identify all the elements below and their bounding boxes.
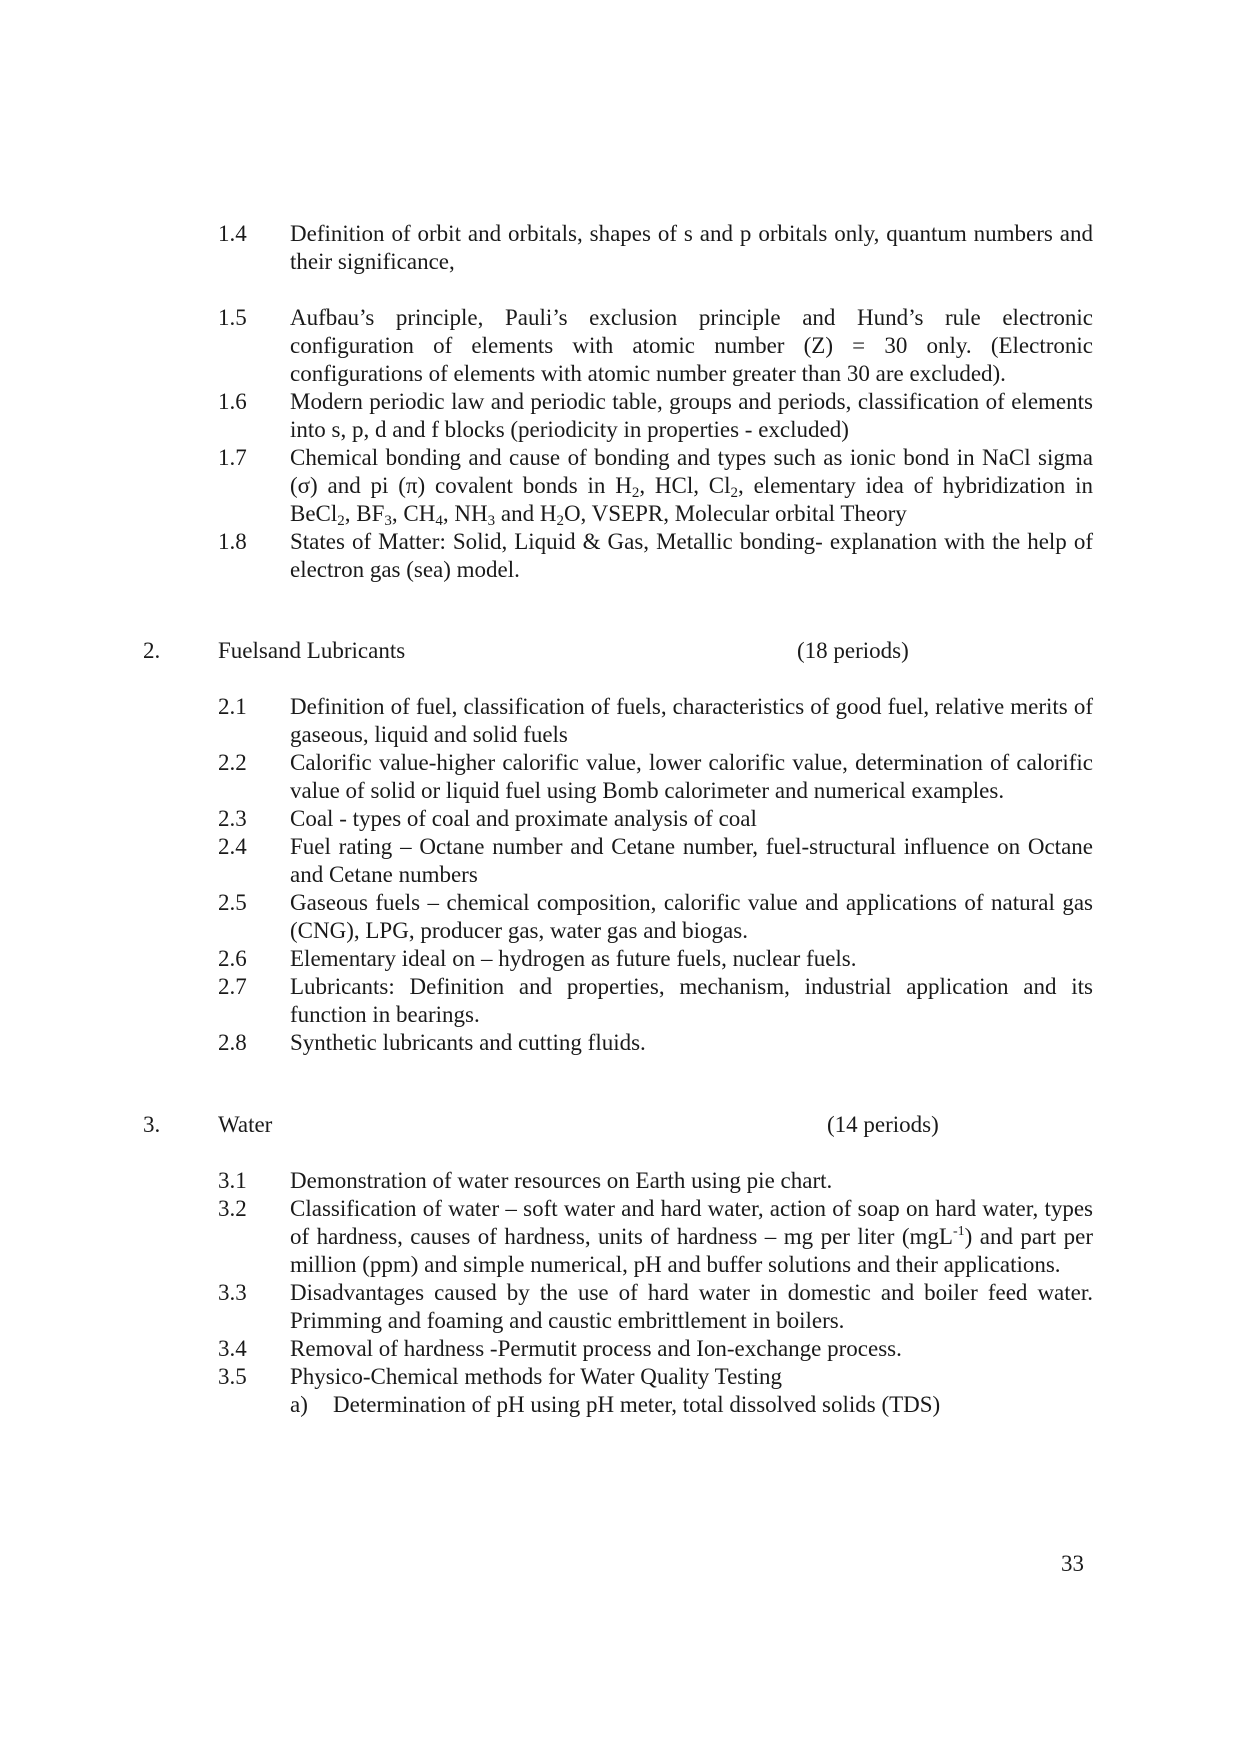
section-number: 2. bbox=[143, 638, 161, 663]
section-fuels-lubricants bbox=[143, 637, 1093, 1057]
syllabus-item bbox=[143, 304, 1093, 388]
item-text: Calorific value-higher calorific value, lower calorific value, determination of calorific value of solid or liquid fuel using Bomb calorimeter and numerical examples. bbox=[290, 750, 1093, 803]
syllabus-item bbox=[143, 220, 1093, 276]
item-number: 3.2 bbox=[218, 1196, 247, 1221]
item-text: Modern periodic law and periodic table, groups and periods, classification of elements into s, p, d and f blocks (periodicity in properties - excluded) bbox=[290, 389, 1093, 442]
item-number: 2.8 bbox=[218, 1030, 247, 1055]
item-number: 1.5 bbox=[218, 305, 247, 330]
item-number: 3.3 bbox=[218, 1280, 247, 1305]
item-number: 2.7 bbox=[218, 974, 247, 999]
item-text: Lubricants: Definition and properties, mechanism, industrial application and its function in bearings. bbox=[290, 974, 1093, 1027]
item-text: Definition of fuel, classification of fuels, characteristics of good fuel, relative merits of gaseous, liquid and solid fuels bbox=[290, 694, 1093, 747]
syllabus-item bbox=[143, 1029, 1093, 1057]
item-number: 2.3 bbox=[218, 806, 247, 831]
item-number: 1.4 bbox=[218, 221, 247, 246]
section-water bbox=[143, 1111, 1093, 1419]
syllabus-item bbox=[143, 388, 1093, 444]
section-periods: (14 periods) bbox=[827, 1112, 939, 1137]
item-text: States of Matter: Solid, Liquid & Gas, Metallic bonding- explanation with the help of electron gas (sea) model. bbox=[290, 529, 1093, 582]
item-number: 2.6 bbox=[218, 946, 247, 971]
syllabus-item bbox=[143, 1279, 1093, 1335]
item-number: 3.1 bbox=[218, 1168, 247, 1193]
section-number: 3. bbox=[143, 1112, 161, 1137]
item-text: Fuel rating – Octane number and Cetane number, fuel-structural influence on Octane and Cetane numbers bbox=[290, 834, 1093, 887]
syllabus-subitem bbox=[143, 1391, 1093, 1419]
item-text: Removal of hardness -Permutit process and Ion-exchange process. bbox=[290, 1336, 902, 1361]
syllabus-item bbox=[143, 945, 1093, 973]
section-title: Water bbox=[218, 1112, 273, 1137]
section-title: Fuelsand Lubricants bbox=[218, 638, 406, 663]
item-number: 2.1 bbox=[218, 694, 247, 719]
subitem-label: a) bbox=[290, 1392, 308, 1417]
unit1-items bbox=[143, 220, 1093, 584]
syllabus-item bbox=[143, 973, 1093, 1029]
syllabus-item bbox=[143, 1363, 1093, 1391]
item-number: 2.4 bbox=[218, 834, 247, 859]
item-text: Chemical bonding and cause of bonding and types such as ionic bond in NaCl sigma (σ) and pi (π) covalent bonds in $H_2$, HCl, $Cl_2$, elementary idea of hybridization in BeCl$_2$, $BF_3$, $CH_4$, $NH_3$ and $H_2O$, VSEPR, Molecular orbital Theory bbox=[290, 445, 1093, 529]
section-heading bbox=[143, 637, 1093, 665]
item-text: Elementary ideal on – hydrogen as future fuels, nuclear fuels. bbox=[290, 946, 857, 971]
item-text: Demonstration of water resources on Earth using pie chart. bbox=[290, 1168, 833, 1193]
item-number: 3.5 bbox=[218, 1364, 247, 1389]
item-number: 1.8 bbox=[218, 529, 247, 554]
syllabus-item bbox=[143, 1167, 1093, 1195]
item-text: Coal - types of coal and proximate analysis of coal bbox=[290, 806, 757, 831]
page-number: 33 bbox=[1061, 1551, 1084, 1576]
item-text: Aufbau’s principle, Pauli’s exclusion principle and Hund’s rule electronic configuration of elements with atomic number (Z) = 30 only. (Electronic configurations of elements with atomic number greater than 30 are excluded). bbox=[290, 305, 1093, 386]
syllabus-item bbox=[143, 444, 1093, 528]
item-text: Gaseous fuels – chemical composition, calorific value and applications of natural gas (CNG), LPG, producer gas, water gas and biogas. bbox=[290, 890, 1093, 943]
item-text: Disadvantages caused by the use of hard water in domestic and boiler feed water. Primming and foaming and caustic embrittlement in boilers. bbox=[290, 1280, 1093, 1333]
item-number: 2.5 bbox=[218, 890, 247, 915]
item-number: 2.2 bbox=[218, 750, 247, 775]
section-heading bbox=[143, 1111, 1093, 1139]
item-number: 1.6 bbox=[218, 389, 247, 414]
item-number: 1.7 bbox=[218, 445, 247, 470]
syllabus-item bbox=[143, 805, 1093, 833]
syllabus-item bbox=[143, 833, 1093, 889]
item-text: Synthetic lubricants and cutting fluids. bbox=[290, 1030, 646, 1055]
syllabus-item bbox=[143, 1195, 1093, 1279]
syllabus-item bbox=[143, 749, 1093, 805]
syllabus-item bbox=[143, 1335, 1093, 1363]
section-periods: (18 periods) bbox=[797, 638, 909, 663]
subitem-text: Determination of pH using pH meter, total dissolved solids (TDS) bbox=[333, 1392, 941, 1417]
syllabus-item bbox=[143, 693, 1093, 749]
item-number: 3.4 bbox=[218, 1336, 247, 1361]
syllabus-item bbox=[143, 528, 1093, 584]
syllabus-item bbox=[143, 889, 1093, 945]
item-text: Classification of water – soft water and hard water, action of soap on hard water, types of hardness, causes of hardness, units of hardness – mg per liter (mgL$^{-1}$) and part per million (ppm) and simple numerical, pH and buffer solutions and their applications. bbox=[290, 1196, 1094, 1277]
item-text: Physico-Chemical methods for Water Quality Testing bbox=[290, 1364, 783, 1389]
item-text: Definition of orbit and orbitals, shapes of s and p orbitals only, quantum numbers and their significance, bbox=[290, 221, 1093, 274]
